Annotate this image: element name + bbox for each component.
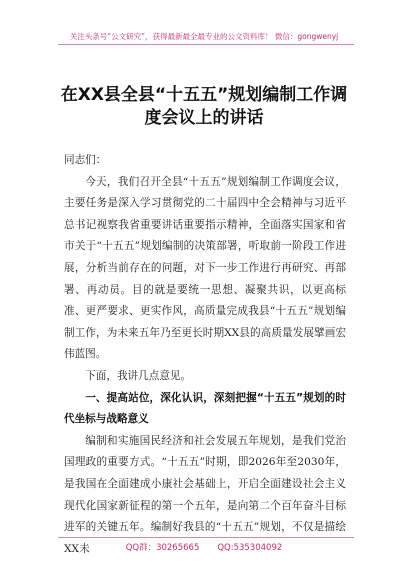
footer-contact [0, 541, 408, 553]
salutation: 同志们： [64, 154, 107, 166]
document-body [64, 150, 346, 560]
header-promo-note: 关注头条号“公文研究”，获得最新最全最专业的公文资料库！ 微信：gongwenyj [69, 32, 339, 41]
paragraph-transition: 下面，我讲几点意见。 [85, 369, 192, 382]
header-divider [58, 44, 354, 45]
footer-qq: QQ:535304092 [217, 543, 283, 553]
document-title-line2: 度会议上的讲话 [144, 108, 264, 128]
footer-qq-group: QQ群：30265665 [125, 543, 200, 553]
section-heading-1: 一、提高站位，深化认识，深刻把握“十五五”规划的时代坐标与战略意义 [64, 391, 346, 426]
paragraph-intro: 今天，我们召开全县“十五五”规划编制工作调度会议，主要任务是深入学习贯彻党的二十届四中全会精神与习近平总书记视察我省重要讲话重要指示精神，全面落实国家和省市关于“十五五”规划编制的决策部署，听取前一阶段工作进展，分析当前存在的问题，对下一步工作进行再研究、再部署、再动员。目的就是要统一思想、凝聚共识，以更高标准、更严要求、更实作风，高质量完成我县“十五五”规划编制工作，为未来五年乃至更长时期XX县的高质量发展擘画宏伟蓝图。 [64, 175, 346, 361]
document-title-line1: 在XX县全县“十五五”规划编制工作调 [60, 85, 348, 105]
footer-divider [58, 537, 354, 538]
paragraph-section1: 编制和实施国民经济和社会发展五年规划，是我们党治国理政的重要方式。“十五五”时期，即2026年至2030年，是我国在全面建成小康社会基础上，开启全面建设社会主义现代化国家新征程的第一个五年，是向第二个百年奋斗目标进军的关键五年。编制好我县的“十五五”规划，不仅是描绘XX未 [64, 434, 346, 555]
document-title [40, 84, 368, 130]
